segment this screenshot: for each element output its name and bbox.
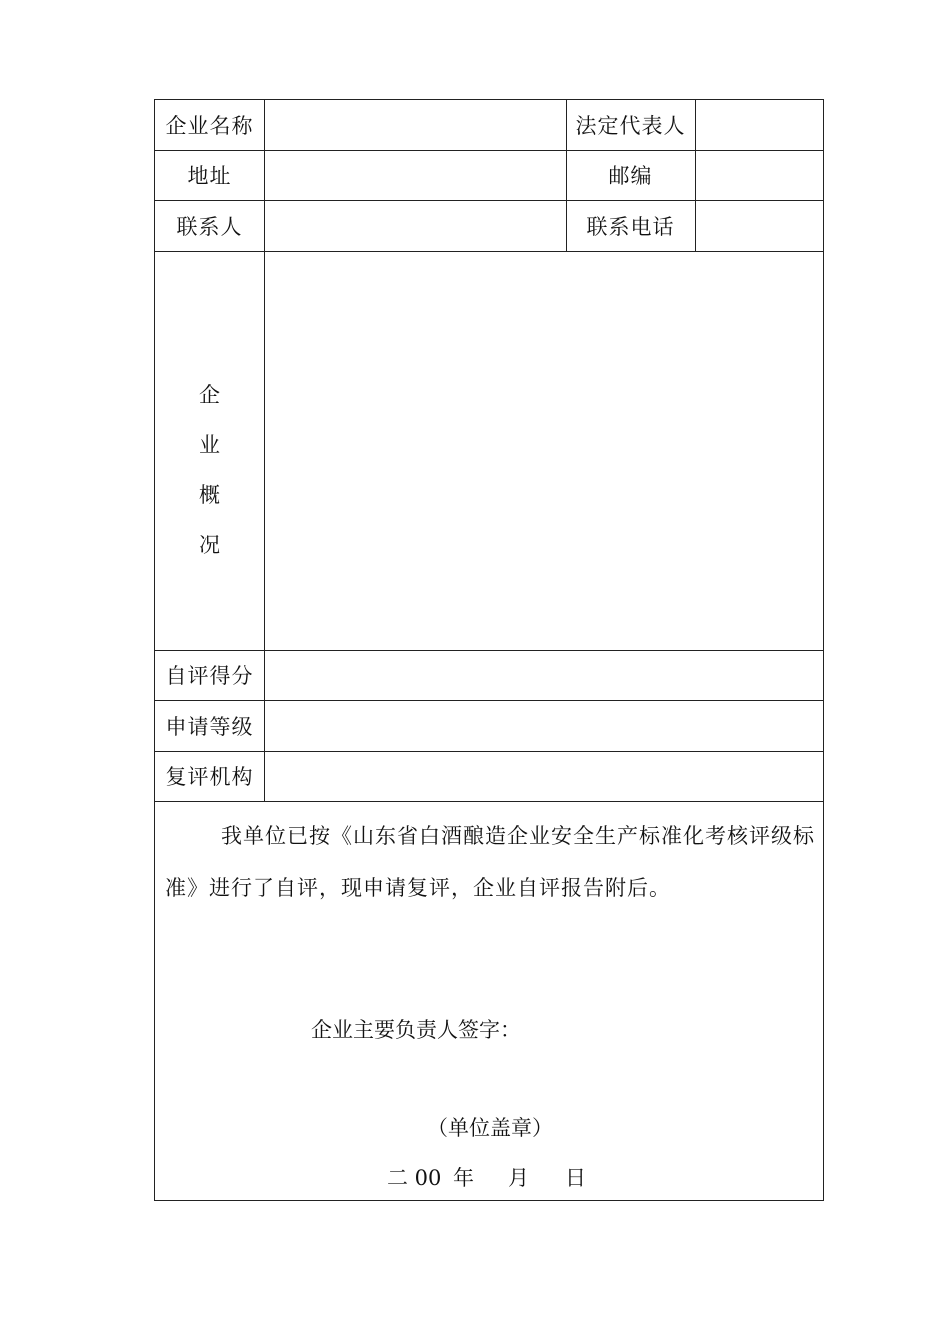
review-org-field[interactable] <box>265 752 822 800</box>
seal-label: （单位盖章） <box>427 1116 553 1140</box>
phone-label: 联系电话 <box>586 214 675 239</box>
date-month: 月 <box>508 1166 529 1190</box>
signature-label: 企业主要负责人签字： <box>311 1018 521 1042</box>
review-org-label: 复评机构 <box>165 765 254 789</box>
application-form <box>154 99 824 1201</box>
overview-char: 概 <box>199 483 220 507</box>
date-day: 日 <box>565 1166 586 1190</box>
overview-char: 业 <box>199 433 220 457</box>
postcode-label: 邮编 <box>608 164 653 188</box>
company-overview-field[interactable] <box>265 252 822 649</box>
company-name-label: 企业名称 <box>165 114 254 138</box>
legal-rep-field[interactable] <box>696 101 822 149</box>
company-overview-label <box>155 370 264 570</box>
grade-field[interactable] <box>265 701 822 750</box>
declaration-text: 我单位已按《山东省白酒酿造企业安全生产标准化考核评级标准》进行了自评，现申请复评，企业自评报告附后。 <box>165 824 815 900</box>
company-name-field[interactable] <box>265 101 565 149</box>
contact-label: 联系人 <box>176 214 243 239</box>
phone-field[interactable] <box>696 201 822 250</box>
date-line <box>387 1162 586 1192</box>
date-prefix: 二 00 <box>387 1166 442 1190</box>
address-label: 地址 <box>187 164 232 188</box>
date-year: 年 <box>453 1166 474 1190</box>
overview-char: 企 <box>199 383 220 407</box>
address-field[interactable] <box>265 151 565 199</box>
legal-rep-label: 法定代表人 <box>575 114 686 138</box>
row-divider <box>155 801 823 802</box>
contact-field[interactable] <box>265 201 565 250</box>
self-score-field[interactable] <box>265 651 822 699</box>
postcode-field[interactable] <box>696 151 822 199</box>
self-score-label: 自评得分 <box>165 664 254 688</box>
grade-label: 申请等级 <box>165 714 254 739</box>
overview-char: 况 <box>199 533 220 557</box>
signature-field[interactable] <box>535 1005 795 1045</box>
